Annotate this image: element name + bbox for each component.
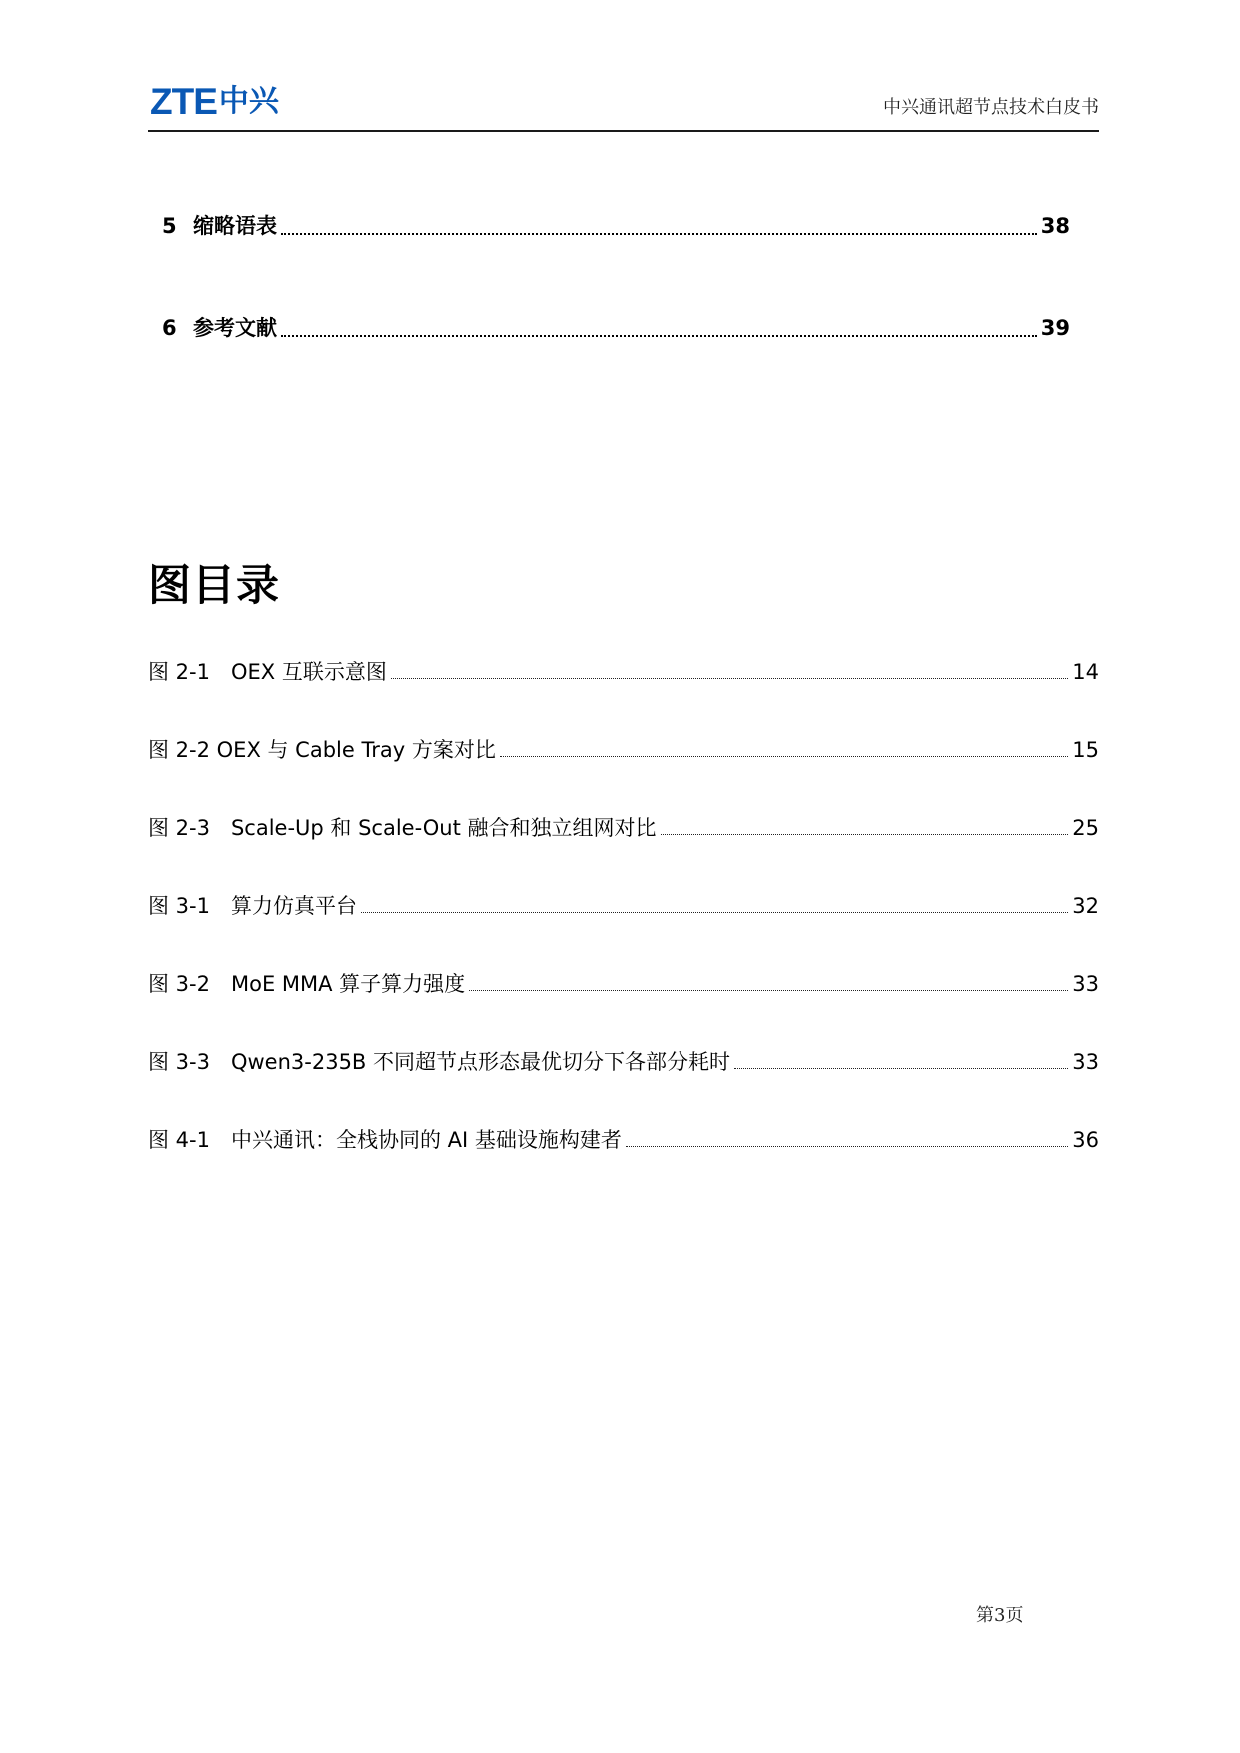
figure-entry-label: 图 3-2 MoE MMA 算子算力强度 bbox=[148, 972, 466, 996]
header-divider bbox=[148, 130, 1099, 132]
toc-dot-leader bbox=[281, 209, 1037, 243]
toc-entry[interactable] bbox=[162, 311, 1070, 345]
figure-entry-page: 33 bbox=[1072, 972, 1099, 996]
toc-entry-title: 缩略语表 bbox=[193, 214, 277, 238]
figure-entry-page: 33 bbox=[1072, 1050, 1099, 1074]
toc-entry-page: 38 bbox=[1040, 214, 1070, 238]
figure-entry-page: 32 bbox=[1072, 894, 1099, 918]
figure-entry-page: 36 bbox=[1072, 1128, 1099, 1152]
figure-entry[interactable] bbox=[148, 812, 1099, 844]
figure-entry-page: 25 bbox=[1072, 816, 1099, 840]
figure-entry-page: 15 bbox=[1072, 738, 1099, 762]
figure-entry-label: 图 2-2 OEX 与 Cable Tray 方案对比 bbox=[148, 738, 496, 762]
header-document-title: 中兴通讯超节点技术白皮书 bbox=[883, 97, 1099, 118]
figure-dot-leader bbox=[469, 968, 1068, 1000]
figure-entry[interactable] bbox=[148, 968, 1099, 1000]
figure-dot-leader bbox=[734, 1046, 1068, 1078]
figure-entry-label: 图 2-3 Scale-Up 和 Scale-Out 融合和独立组网对比 bbox=[148, 816, 657, 840]
figure-list-heading: 图目录 bbox=[148, 561, 280, 611]
toc-entry[interactable] bbox=[162, 209, 1070, 243]
figure-entry[interactable] bbox=[148, 1124, 1099, 1156]
figure-entry-label: 图 3-1 算力仿真平台 bbox=[148, 894, 357, 918]
figure-dot-leader bbox=[500, 734, 1068, 766]
footer-page-number: 第3页 bbox=[976, 1605, 1024, 1626]
figure-dot-leader bbox=[391, 656, 1068, 688]
toc-entry-number: 5 bbox=[162, 214, 177, 238]
figure-entry-label: 图 2-1 OEX 互联示意图 bbox=[148, 660, 387, 684]
toc-entry-title: 参考文献 bbox=[193, 316, 277, 340]
figure-dot-leader bbox=[361, 890, 1068, 922]
figure-dot-leader bbox=[626, 1124, 1068, 1156]
logo-cjk-text: 中兴 bbox=[218, 84, 279, 119]
figure-entry[interactable] bbox=[148, 890, 1099, 922]
zte-logo bbox=[150, 82, 279, 122]
toc-entry-page: 39 bbox=[1040, 316, 1070, 340]
toc-entry-number: 6 bbox=[162, 316, 177, 340]
toc-dot-leader bbox=[281, 311, 1037, 345]
figure-entry-page: 14 bbox=[1072, 660, 1099, 684]
figure-entry[interactable] bbox=[148, 734, 1099, 766]
figure-entry-label: 图 3-3 Qwen3-235B 不同超节点形态最优切分下各部分耗时 bbox=[148, 1050, 731, 1074]
figure-dot-leader bbox=[661, 812, 1069, 844]
figure-entry[interactable] bbox=[148, 1046, 1099, 1078]
logo-latin-text: ZTE bbox=[150, 81, 217, 122]
figure-entry-label: 图 4-1 中兴通讯：全栈协同的 AI 基础设施构建者 bbox=[148, 1128, 622, 1152]
figure-entry[interactable] bbox=[148, 656, 1099, 688]
